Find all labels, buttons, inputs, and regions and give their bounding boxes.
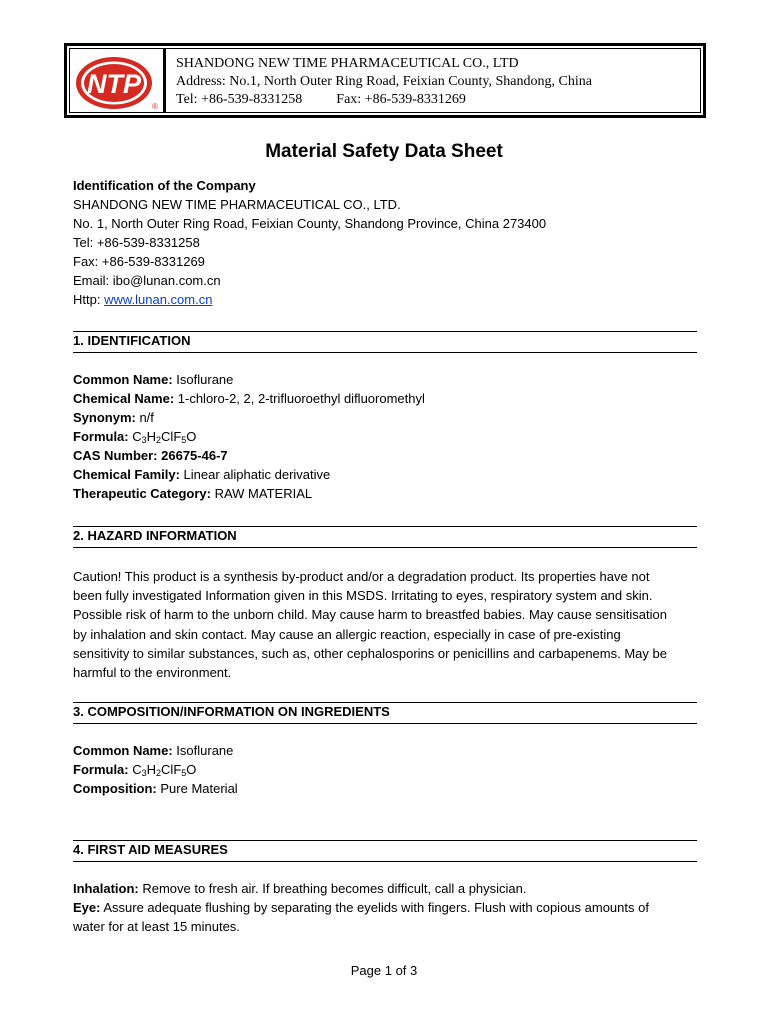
formula-part: O: [186, 429, 197, 444]
hazard-line: Possible risk of harm to the unborn child. May cause harm to breastfed babies. May cause sensitisation: [73, 607, 667, 623]
eye-row: [73, 898, 697, 917]
composition-common-name-value: Isoflurane: [172, 743, 234, 758]
chemical-family-label: Chemical Family:: [73, 467, 180, 482]
section-2-title: 2. HAZARD INFORMATION: [73, 528, 237, 543]
letterhead: [64, 43, 706, 118]
eye-value: Assure adequate flushing by separating the eyelids with fingers. Flush with copious amounts of: [100, 900, 649, 916]
therapeutic-category-row: [73, 484, 697, 503]
http-label: Http:: [73, 292, 105, 307]
cas-label: CAS Number:: [73, 448, 158, 463]
formula-subscript: 3: [141, 435, 147, 445]
hazard-line: been fully investigated Information given in this MSDS. Irritating to eyes, respiratory system and skin.: [73, 588, 653, 604]
company-identification: [73, 176, 697, 309]
company-id-http: [73, 290, 697, 309]
inhalation-row: [73, 879, 697, 898]
section-3-title: 3. COMPOSITION/INFORMATION ON INGREDIENTS: [73, 704, 390, 719]
synonym-row: [73, 408, 697, 427]
therapeutic-category-label: Therapeutic Category:: [73, 486, 211, 501]
eye-row-continued: water for at least 15 minutes.: [73, 919, 240, 935]
composition-common-name-label: Common Name:: [73, 743, 173, 758]
hazard-line: harmful to the environment.: [73, 665, 232, 681]
section-composition-body: [73, 741, 697, 798]
section-4-title: 4. FIRST AID MEASURES: [73, 842, 228, 857]
document-title: Material Safety Data Sheet: [265, 141, 503, 162]
composition-value: Pure Material: [156, 781, 238, 796]
inhalation-value: Remove to fresh air. If breathing becomes difficult, call a physician.: [138, 881, 527, 896]
ntp-logo-icon: [70, 49, 163, 117]
page-number: Page 1 of 3: [350, 963, 418, 978]
section-identification-body: [73, 370, 697, 503]
formula-subscript: 5: [181, 768, 187, 778]
eye-label: Eye:: [73, 900, 101, 916]
letterhead-tel: Tel: +86-539-8331258: [176, 92, 303, 107]
company-logo: [70, 49, 166, 112]
formula-row: [73, 427, 697, 446]
hazard-line: by inhalation and skin contact. May cause an allergic reaction, especially in case of pre-existing: [73, 626, 621, 642]
chemical-family-value: Linear aliphatic derivative: [179, 467, 331, 482]
chemical-name-row: [73, 389, 697, 408]
letterhead-frame: [69, 48, 701, 113]
letterhead-text: [176, 55, 592, 109]
formula-part: C: [128, 762, 142, 777]
composition-label: Composition:: [73, 781, 157, 796]
section-1-title: 1. IDENTIFICATION: [73, 333, 191, 348]
formula-subscript: 3: [141, 768, 147, 778]
logo-text: NTP: [87, 69, 141, 99]
company-id-fax: Fax: +86-539-8331269: [73, 254, 205, 269]
hazard-information-text: [73, 567, 697, 682]
synonym-label: Synonym:: [73, 410, 136, 425]
section-composition-heading: [73, 702, 697, 724]
common-name-value: Isoflurane: [172, 372, 234, 387]
chemical-name-value: 1-chloro-2, 2, 2-trifluoroethyl difluoromethyl: [174, 391, 425, 406]
letterhead-company: SHANDONG NEW TIME PHARMACEUTICAL CO., LTD: [176, 56, 519, 71]
therapeutic-category-value: RAW MATERIAL: [210, 486, 313, 501]
company-id-name: SHANDONG NEW TIME PHARMACEUTICAL CO., LTD.: [73, 197, 401, 212]
formula-part: H: [146, 762, 157, 777]
inhalation-label: Inhalation:: [73, 881, 139, 896]
company-id-address: No. 1, North Outer Ring Road, Feixian County, Shandong Province, China 273400: [73, 216, 547, 231]
composition-formula-label: Formula:: [73, 762, 129, 777]
composition-common-name-row: [73, 741, 697, 760]
company-id-heading: Identification of the Company: [73, 178, 256, 193]
hazard-line: Caution! This product is a synthesis by-product and/or a degradation product. Its properties have not: [73, 569, 650, 584]
company-id-tel: Tel: +86-539-8331258: [73, 235, 200, 250]
formula-subscript: 2: [156, 768, 162, 778]
chemical-name-label: Chemical Name:: [73, 391, 175, 406]
composition-row: [73, 779, 697, 798]
registered-mark: ®: [152, 102, 158, 111]
section-hazard-heading: [73, 526, 697, 548]
chemical-family-row: [73, 465, 697, 484]
formula-part: C: [128, 429, 142, 444]
letterhead-address: Address: No.1, North Outer Ring Road, Feixian County, Shandong, China: [176, 74, 592, 89]
section-first-aid-heading: [73, 840, 697, 862]
composition-formula-value: [129, 762, 197, 777]
composition-formula-row: [73, 760, 697, 779]
formula-subscript: 2: [156, 435, 162, 445]
first-aid-text: [73, 879, 697, 937]
letterhead-contact: [176, 91, 592, 109]
hazard-line: sensitivity to similar substances, such as, other cephalosporins or penicillins and carbapenems. May be: [73, 645, 667, 661]
formula-part: O: [186, 762, 197, 777]
formula-part: ClF: [161, 762, 182, 777]
formula-subscript: 5: [181, 435, 187, 445]
common-name-label: Common Name:: [73, 372, 173, 387]
formula-part: ClF: [161, 429, 182, 444]
formula-value: [129, 429, 197, 444]
formula-label: Formula:: [73, 429, 129, 444]
company-id-email: Email: ibo@lunan.com.cn: [73, 273, 221, 288]
website-link[interactable]: www.lunan.com.cn: [104, 292, 213, 307]
cas-row: [73, 446, 697, 465]
synonym-value: n/f: [135, 410, 154, 425]
common-name-row: [73, 370, 697, 389]
formula-part: H: [146, 429, 157, 444]
cas-value: 26675-46-7: [157, 448, 228, 463]
letterhead-fax: Fax: +86-539-8331269: [336, 92, 466, 107]
section-identification-heading: [73, 331, 697, 353]
